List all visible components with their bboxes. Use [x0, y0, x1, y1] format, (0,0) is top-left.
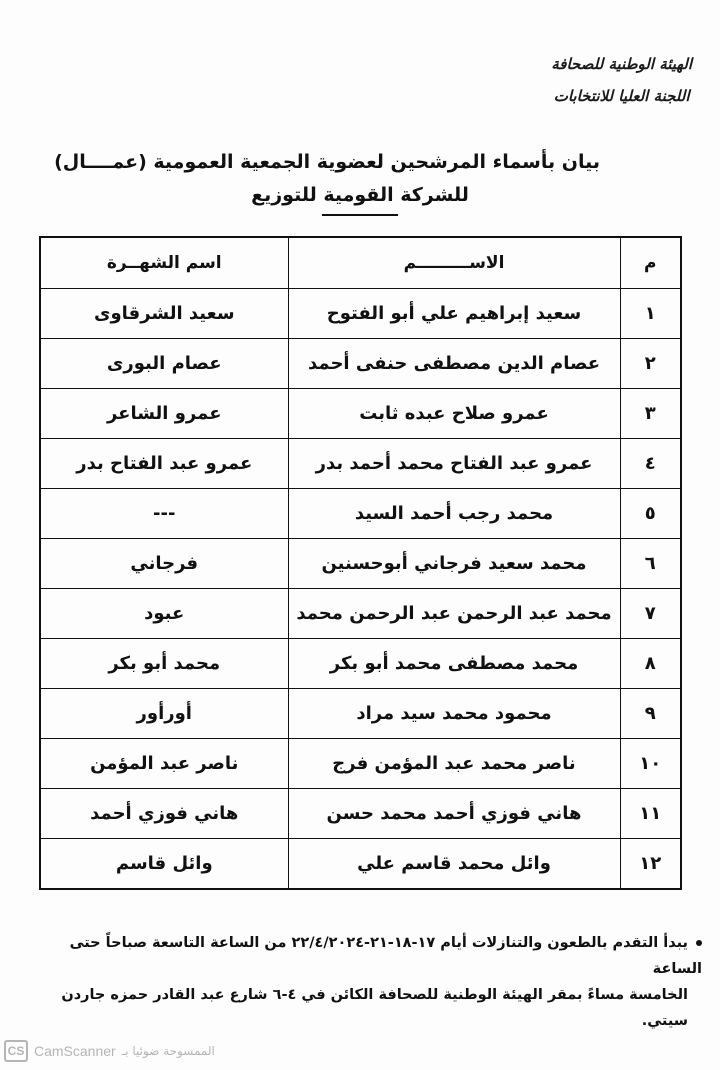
row-number: ٣	[620, 389, 681, 439]
row-nickname: ---	[40, 489, 288, 539]
watermark-arabic: الممسوحة ضوئيا بـ	[121, 1044, 215, 1058]
row-number: ٦	[620, 539, 681, 589]
title-underline	[322, 214, 398, 216]
row-number: ١٠	[620, 739, 681, 789]
row-nickname: فرجاني	[40, 539, 288, 589]
row-nickname: عبود	[40, 589, 288, 639]
org-line-elections-committee: اللجنة العليا للانتخابات	[553, 87, 690, 105]
header-nickname: اسم الشهــرة	[40, 237, 288, 289]
row-name: عمرو عبد الفتاح محمد أحمد بدر	[288, 439, 620, 489]
row-name: محمد رجب أحمد السيد	[288, 489, 620, 539]
table-row	[40, 389, 681, 439]
row-nickname: محمد أبو بكر	[40, 639, 288, 689]
row-number: ١	[620, 289, 681, 339]
row-number: ٨	[620, 639, 681, 689]
row-nickname: عمرو عبد الفتاح بدر	[40, 439, 288, 489]
row-nickname: سعيد الشرقاوى	[40, 289, 288, 339]
bullet-icon	[696, 940, 702, 946]
candidates-table	[39, 236, 682, 890]
camscanner-logo-icon: CS	[4, 1040, 28, 1062]
row-number: ١١	[620, 789, 681, 839]
row-number: ١٢	[620, 839, 681, 890]
document-title	[54, 146, 600, 216]
table-row	[40, 339, 681, 389]
org-line-national-press-authority: الهيئة الوطنية للصحافة	[551, 55, 692, 73]
row-nickname: وائل قاسم	[40, 839, 288, 890]
table-row	[40, 739, 681, 789]
appeals-notice	[38, 930, 702, 1034]
row-name: عمرو صلاح عبده ثابت	[288, 389, 620, 439]
table-row	[40, 839, 681, 890]
table-row	[40, 289, 681, 339]
row-nickname: ناصر عبد المؤمن	[40, 739, 288, 789]
header-number: م	[620, 237, 681, 289]
table-row	[40, 489, 681, 539]
header-name: الاســـــــــم	[288, 237, 620, 289]
table-row	[40, 439, 681, 489]
row-nickname: عمرو الشاعر	[40, 389, 288, 439]
row-number: ٤	[620, 439, 681, 489]
table-row	[40, 689, 681, 739]
row-number: ٢	[620, 339, 681, 389]
row-nickname: عصام البورى	[40, 339, 288, 389]
row-name: سعيد إبراهيم علي أبو الفتوح	[288, 289, 620, 339]
row-name: محمد عبد الرحمن عبد الرحمن محمد	[288, 589, 620, 639]
row-name: هاني فوزي أحمد محمد حسن	[288, 789, 620, 839]
row-name: وائل محمد قاسم علي	[288, 839, 620, 890]
table-row	[40, 589, 681, 639]
table-row	[40, 639, 681, 689]
table-row	[40, 539, 681, 589]
notice-text-1: يبدأ التقدم بالطعون والتنازلات أيام ١٧-١٨-٢١-٢٢/٤/٢٠٢٤ من الساعة التاسعة صباحاً حتى الساعة	[69, 935, 702, 977]
watermark-brand: CamScanner	[34, 1043, 116, 1059]
table-header-row	[40, 237, 681, 289]
organization-header	[551, 48, 692, 112]
camscanner-watermark	[4, 1040, 215, 1062]
notice-line-1	[38, 930, 702, 982]
notice-line-2: الخامسة مساءً بمقر الهيئة الوطنية للصحافة الكائن في ٤-٦ شارع عبد القادر حمزه جاردن سيتي.	[61, 987, 688, 1029]
row-number: ٩	[620, 689, 681, 739]
row-name: محمد مصطفى محمد أبو بكر	[288, 639, 620, 689]
row-name: محمود محمد سيد مراد	[288, 689, 620, 739]
title-line-2: للشركة القومية للتوزيع	[251, 184, 469, 206]
row-name: محمد سعيد فرجاني أبوحسنين	[288, 539, 620, 589]
title-line-1: بيان بأسماء المرشحين لعضوية الجمعية العمومية (عمــــال)	[54, 151, 600, 173]
row-number: ٥	[620, 489, 681, 539]
row-name: ناصر محمد عبد المؤمن فرج	[288, 739, 620, 789]
row-nickname: أورأور	[40, 689, 288, 739]
table-row	[40, 789, 681, 839]
row-nickname: هاني فوزي أحمد	[40, 789, 288, 839]
row-number: ٧	[620, 589, 681, 639]
row-name: عصام الدين مصطفى حنفى أحمد	[288, 339, 620, 389]
